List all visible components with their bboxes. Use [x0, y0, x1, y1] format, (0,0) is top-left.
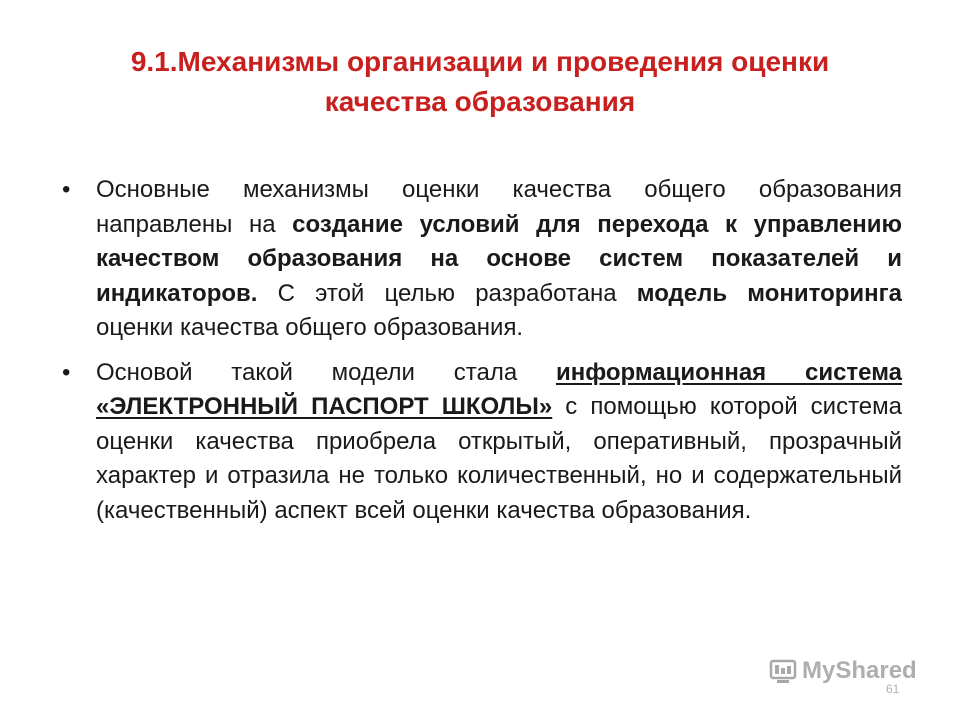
bullet-1-text: Основные механизмы оценки качества общего образования направлены на — [96, 176, 902, 238]
slide-title-line-1: 9.1.Механизмы организации и проведения оценки — [130, 46, 830, 77]
bullet-list — [62, 173, 902, 538]
bullet-item-1 — [62, 173, 902, 346]
bullet-2-bold-underlined-system: информационная система «ЭЛЕКТРОННЫЙ ПАСПОРТ ШКОЛЫ» — [96, 358, 902, 420]
bullet-2-text: Основой такой модели стала — [96, 358, 556, 386]
bullet-2-text-2: с помощью которой система оценки качества приобрела открытый, оперативный, прозрачный характер и отразила не только количественный, но и содержательный (качественный) аспект всей оценки качества образования. — [96, 393, 902, 524]
bullet-1-bold-conditions: создание условий для перехода к управлению качеством образования на основе систем показателей и индикаторов. — [96, 210, 902, 307]
slide-title — [40, 42, 920, 122]
bullet-marker: • — [62, 176, 71, 203]
bullet-item-2 — [62, 356, 902, 529]
page-number: 61 — [886, 682, 900, 696]
myshared-logo-icon — [768, 656, 798, 686]
bullet-marker: • — [62, 358, 71, 386]
bullet-1-bold-model: модель мониторинга — [636, 279, 903, 307]
myshared-watermark-text: MyShared — [802, 657, 917, 684]
slide-title-line-2: качества образования — [324, 86, 636, 117]
bullet-1-text-2: С этой целью разработана — [257, 279, 637, 307]
bullet-1-text-3: оценки качества общего образования. — [96, 314, 524, 341]
